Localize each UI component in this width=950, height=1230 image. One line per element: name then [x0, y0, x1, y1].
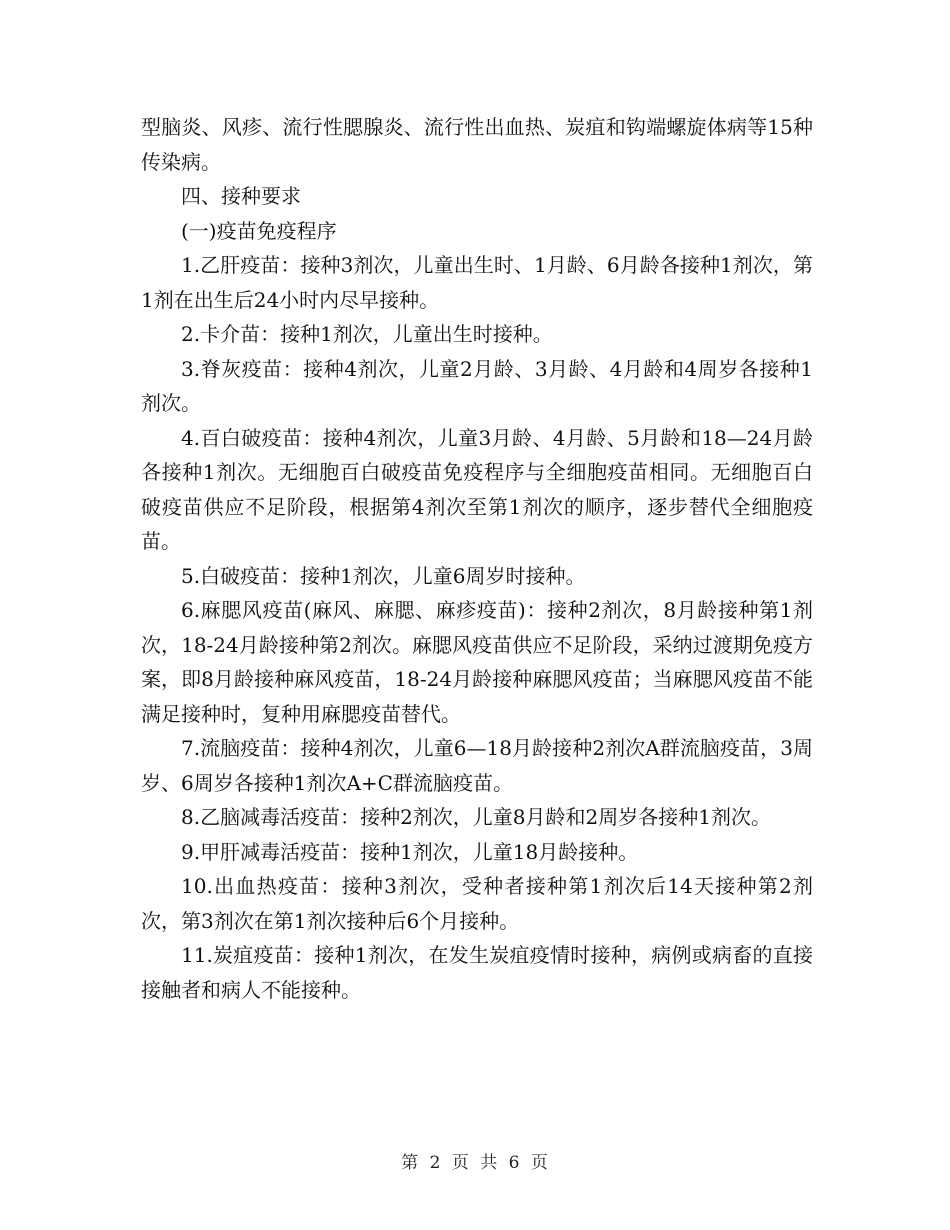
paragraph: 型脑炎、风疹、流行性腮腺炎、流行性出血热、炭疽和钩端螺旋体病等15种传染病。: [141, 115, 813, 174]
total-pages-number: 6: [508, 1153, 521, 1173]
current-page-number: 2: [429, 1153, 442, 1173]
document-body: [141, 110, 813, 1007]
paragraph: 1.乙肝疫苗：接种3剂次，儿童出生时、1月龄、6月龄各接种1剂次，第1剂在出生后24小时内尽早接种。: [141, 253, 813, 312]
footer-page-label: 页: [451, 1153, 470, 1173]
subsection-heading: (一)疫苗免疫程序: [181, 218, 337, 243]
paragraph: 2.卡介苗：接种1剂次，儿童出生时接种。: [181, 322, 553, 346]
footer-suffix: 页: [530, 1153, 549, 1173]
paragraph: 5.白破疫苗：接种1剂次，儿童6周岁时接种。: [181, 563, 586, 588]
paragraph: 6.麻腮风疫苗(麻风、麻腮、麻疹疫苗)：接种2剂次，8月龄接种第1剂次，18-24月龄接种第2剂次。麻腮风疫苗供应不足阶段，采纳过渡期免疫方案，即8月龄接种麻风疫苗，18-24月龄接种麻腮风疫苗；当麻腮风疫苗不能满足接种时，复种用麻腮疫苗替代。: [141, 598, 813, 726]
paragraph: 7.流脑疫苗：接种4剂次，儿童6—18月龄接种2剂次A群流脑疫苗，3周岁、6周岁各接种1剂次A+C群流脑疫苗。: [141, 736, 813, 795]
page-footer: [0, 1148, 950, 1173]
paragraph: 4.百白破疫苗：接种4剂次，儿童3月龄、4月龄、5月龄和18—24月龄各接种1剂次。无细胞百白破疫苗免疫程序与全细胞疫苗相同。无细胞百白破疫苗供应不足阶段，根据第4剂次至第1剂次的顺序，逐步替代全细胞疫苗。: [141, 425, 813, 553]
paragraph: 3.脊灰疫苗：接种4剂次，儿童2月龄、3月龄、4月龄和4周岁各接种1剂次。: [141, 356, 813, 415]
paragraph: 11.炭疽疫苗：接种1剂次，在发生炭疽疫情时接种，病例或病畜的直接接触者和病人不能接种。: [141, 943, 813, 1002]
paragraph: 10.出血热疫苗：接种3剂次，受种者接种第1剂次后14天接种第2剂次，第3剂次在第1剂次接种后6个月接种。: [141, 874, 813, 933]
footer-prefix: 第: [401, 1153, 420, 1173]
footer-total-label: 共: [480, 1153, 499, 1173]
paragraph: 8.乙脑减毒活疫苗：接种2剂次，儿童8月龄和2周岁各接种1剂次。: [181, 805, 771, 829]
section-heading: 四、接种要求: [181, 184, 301, 208]
paragraph: 9.甲肝减毒活疫苗：接种1剂次，儿童18月龄接种。: [181, 839, 639, 864]
